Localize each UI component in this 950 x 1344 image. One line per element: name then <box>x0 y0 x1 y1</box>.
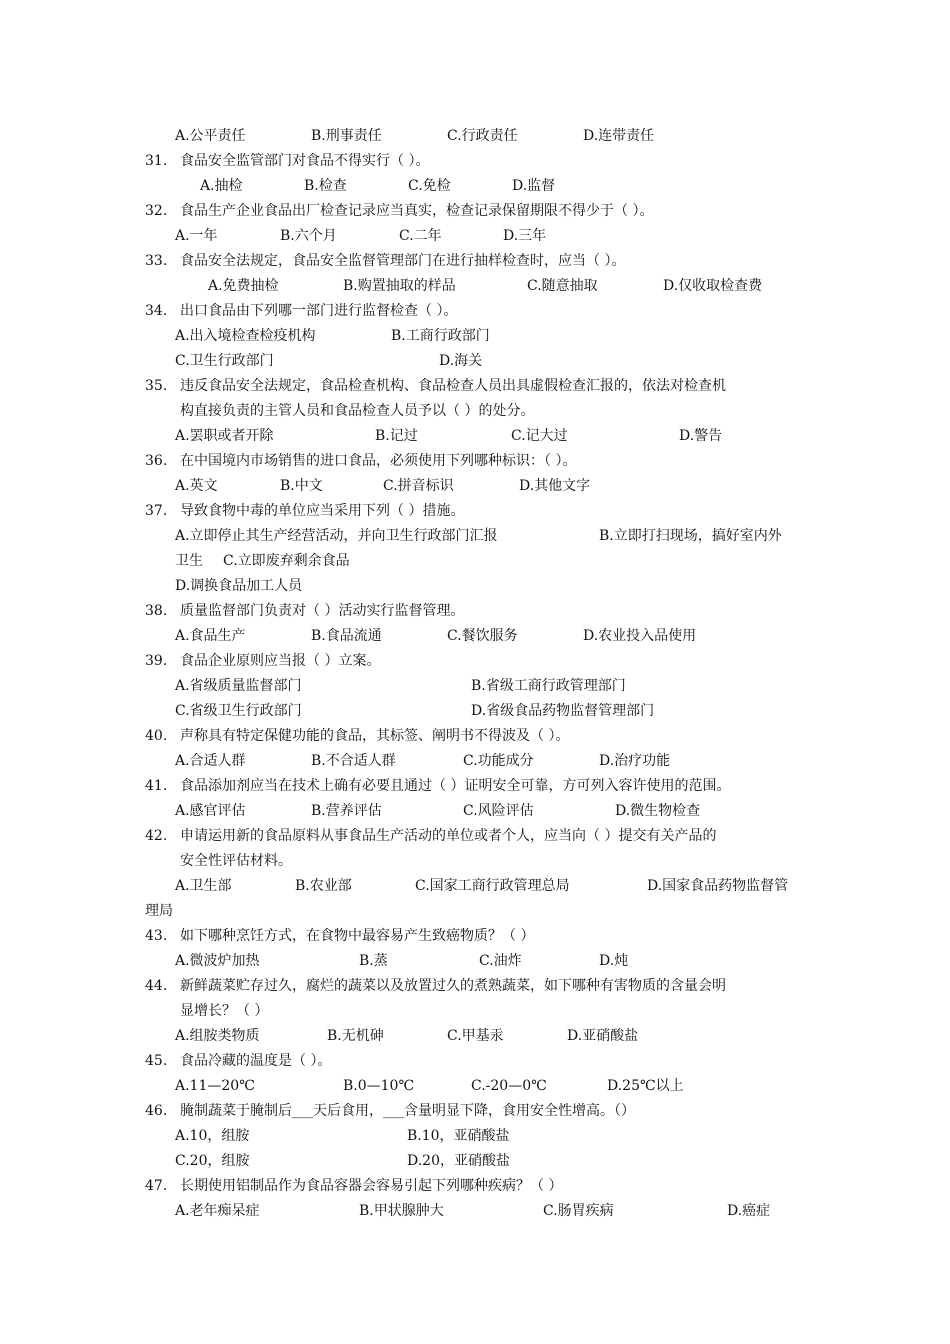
q31-option-a: A.抽检 <box>200 178 243 194</box>
q44-text-line1: 新鲜蔬菜贮存过久，腐烂的蔬菜以及放置过久的煮熟蔬菜，如下哪种有害物质的含量会明 <box>180 978 726 994</box>
q42-option-d: D.国家食品药物监督管 <box>647 878 789 894</box>
q43-number: 43. <box>145 928 168 944</box>
q38-option-b: B.食品流通 <box>311 628 382 644</box>
q37-option-a: A.立即停止其生产经营活动，并向卫生行政部门汇报 <box>175 528 498 544</box>
q41-option-a: A.感官评估 <box>175 803 246 819</box>
q44-option-a: A.组胺类物质 <box>175 1028 260 1044</box>
q30-option-a: A.公平责任 <box>175 128 246 144</box>
q39-option-a: A.省级质量监督部门 <box>175 678 302 694</box>
q33-option-c: C.随意抽取 <box>527 278 598 294</box>
q35-text-line2: 构直接负责的主管人员和食品检查人员予以（ ）的处分。 <box>180 403 535 419</box>
q32-option-c: C.二年 <box>399 228 442 244</box>
q35-option-c: C.记大过 <box>511 428 568 444</box>
q39-option-b: B.省级工商行政管理部门 <box>471 678 626 694</box>
q46-option-d: D.20，亚硝酸盐 <box>407 1153 510 1169</box>
q40-number: 40. <box>145 728 168 744</box>
q45-option-c: C.-20—0℃ <box>471 1078 547 1094</box>
q41-text: 食品添加剂应当在技术上确有必要且通过（ ）证明安全可靠，方可列入容许使用的范围。 <box>180 778 731 794</box>
q37-option-b: B.立即打扫现场，搞好室内外 <box>599 528 782 544</box>
q45-text: 食品冷藏的温度是（ ）。 <box>180 1053 332 1069</box>
q32-option-a: A.一年 <box>175 228 218 244</box>
q44-option-d: D.亚硝酸盐 <box>567 1028 639 1044</box>
q30-option-c: C.行政责任 <box>447 128 518 144</box>
q33-number: 33. <box>145 253 168 269</box>
q38-option-a: A.食品生产 <box>175 628 246 644</box>
q44-number: 44. <box>145 978 168 994</box>
q37-text: 导致食物中毒的单位应当采用下列（ ）措施。 <box>180 503 465 519</box>
q31-text: 食品安全监管部门对食品不得实行（ ）。 <box>180 153 430 169</box>
q43-option-d: D.炖 <box>599 953 629 969</box>
q47-option-a: A.老年痴呆症 <box>175 1203 260 1219</box>
q35-option-a: A.罢职或者开除 <box>175 428 274 444</box>
q39-option-d: D.省级食品药物监督管理部门 <box>471 703 655 719</box>
q37-option-b-cont: 卫生 <box>175 553 203 569</box>
q38-option-c: C.餐饮服务 <box>447 628 518 644</box>
q32-number: 32. <box>145 203 168 219</box>
q44-option-b: B.无机砷 <box>327 1028 384 1044</box>
q42-option-a: A.卫生部 <box>175 878 232 894</box>
q43-option-a: A.微波炉加热 <box>175 953 260 969</box>
q42-option-c: C.国家工商行政管理总局 <box>415 878 570 894</box>
q31-option-b: B.检查 <box>304 178 347 194</box>
q35-number: 35. <box>145 378 168 394</box>
q34-option-d: D.海关 <box>439 353 483 369</box>
q41-option-d: D.微生物检查 <box>615 803 701 819</box>
q47-option-d: D.癌症 <box>727 1203 771 1219</box>
q36-text: 在中国境内市场销售的进口食品，必须使用下列哪种标识：（ ）。 <box>180 453 577 469</box>
q47-number: 47. <box>145 1178 168 1194</box>
q32-option-d: D.三年 <box>503 228 547 244</box>
q36-option-a: A.英文 <box>175 478 218 494</box>
q45-option-a: A.11—20℃ <box>175 1078 255 1094</box>
q39-text: 食品企业原则应当报（ ）立案。 <box>180 653 381 669</box>
q30-option-d: D.连带责任 <box>583 128 655 144</box>
q36-option-b: B.中文 <box>280 478 323 494</box>
q37-option-d: D.调换食品加工人员 <box>175 578 303 594</box>
q31-number: 31. <box>145 153 168 169</box>
q42-number: 42. <box>145 828 168 844</box>
q34-text: 出口食品由下列哪一部门进行监督检查（ ）。 <box>180 303 458 319</box>
q34-option-a: A.出入境检查检疫机构 <box>175 328 316 344</box>
q32-text: 食品生产企业食品出厂检查记录应当真实，检查记录保留期限不得少于（ ）。 <box>180 203 654 219</box>
q45-option-b: B.0—10℃ <box>343 1078 415 1094</box>
q38-number: 38. <box>145 603 168 619</box>
q44-text-line2: 显增长？（ ） <box>180 1003 269 1019</box>
q47-option-c: C.肠胃疾病 <box>543 1203 614 1219</box>
q46-text: 腌制蔬菜于腌制后___天后食用，___含量明显下降，食用安全性增高。（） <box>180 1103 635 1119</box>
q42-text-line1: 申请运用新的食品原料从事食品生产活动的单位或者个人，应当向（ ）提交有关产品的 <box>180 828 717 844</box>
q45-number: 45. <box>145 1053 168 1069</box>
q36-number: 36. <box>145 453 168 469</box>
q39-option-c: C.省级卫生行政部门 <box>175 703 302 719</box>
q36-option-d: D.其他文字 <box>519 478 591 494</box>
q40-text: 声称具有特定保健功能的食品，其标签、阐明书不得波及（ ）。 <box>180 728 570 744</box>
q33-option-a: A.免费抽检 <box>208 278 279 294</box>
q34-option-c: C.卫生行政部门 <box>175 353 274 369</box>
q35-text-line1: 违反食品安全法规定，食品检查机构、食品检查人员出具虚假检查汇报的，依法对检查机 <box>180 378 726 394</box>
q46-option-c: C.20，组胺 <box>175 1153 250 1169</box>
q38-text: 质量监督部门负责对（ ）活动实行监督管理。 <box>180 603 465 619</box>
q43-text: 如下哪种烹饪方式，在食物中最容易产生致癌物质？（ ） <box>180 928 535 944</box>
q34-option-b: B.工商行政部门 <box>391 328 490 344</box>
q40-option-c: C.功能成分 <box>463 753 534 769</box>
q37-number: 37. <box>145 503 168 519</box>
q43-option-b: B.蒸 <box>359 953 388 969</box>
q38-option-d: D.农业投入品使用 <box>583 628 697 644</box>
q40-option-b: B.不合适人群 <box>311 753 396 769</box>
q42-text-line2: 安全性评估材料。 <box>180 853 292 869</box>
q42-option-b: B.农业部 <box>295 878 352 894</box>
q37-option-c: C.立即废弃剩余食品 <box>223 553 350 569</box>
q40-option-d: D.治疗功能 <box>599 753 671 769</box>
q35-option-d: D.警告 <box>679 428 723 444</box>
q31-option-d: D.监督 <box>512 178 556 194</box>
q33-text: 食品安全法规定，食品安全监督管理部门在进行抽样检查时，应当（ ）。 <box>180 253 626 269</box>
q47-text: 长期使用铝制品作为食品容器会容易引起下列哪种疾病？（ ） <box>180 1178 563 1194</box>
q34-number: 34. <box>145 303 168 319</box>
q46-number: 46. <box>145 1103 168 1119</box>
q33-option-b: B.购置抽取的样品 <box>343 278 456 294</box>
q33-option-d: D.仅收取检查费 <box>663 278 763 294</box>
q39-number: 39. <box>145 653 168 669</box>
q31-option-c: C.免检 <box>408 178 451 194</box>
q43-option-c: C.油炸 <box>479 953 522 969</box>
q46-option-a: A.10，组胺 <box>175 1128 250 1144</box>
q30-option-b: B.刑事责任 <box>311 128 382 144</box>
q36-option-c: C.拼音标识 <box>383 478 454 494</box>
q41-number: 41. <box>145 778 168 794</box>
q47-option-b: B.甲状腺肿大 <box>359 1203 444 1219</box>
q35-option-b: B.记过 <box>375 428 418 444</box>
q45-option-d: D.25℃以上 <box>607 1078 684 1094</box>
q46-option-b: B.10，亚硝酸盐 <box>407 1128 510 1144</box>
q32-option-b: B.六个月 <box>280 228 337 244</box>
q40-option-a: A.合适人群 <box>175 753 246 769</box>
q41-option-b: B.营养评估 <box>311 803 382 819</box>
q41-option-c: C.风险评估 <box>463 803 534 819</box>
q42-option-d-cont: 理局 <box>145 903 173 919</box>
q44-option-c: C.甲基汞 <box>447 1028 504 1044</box>
